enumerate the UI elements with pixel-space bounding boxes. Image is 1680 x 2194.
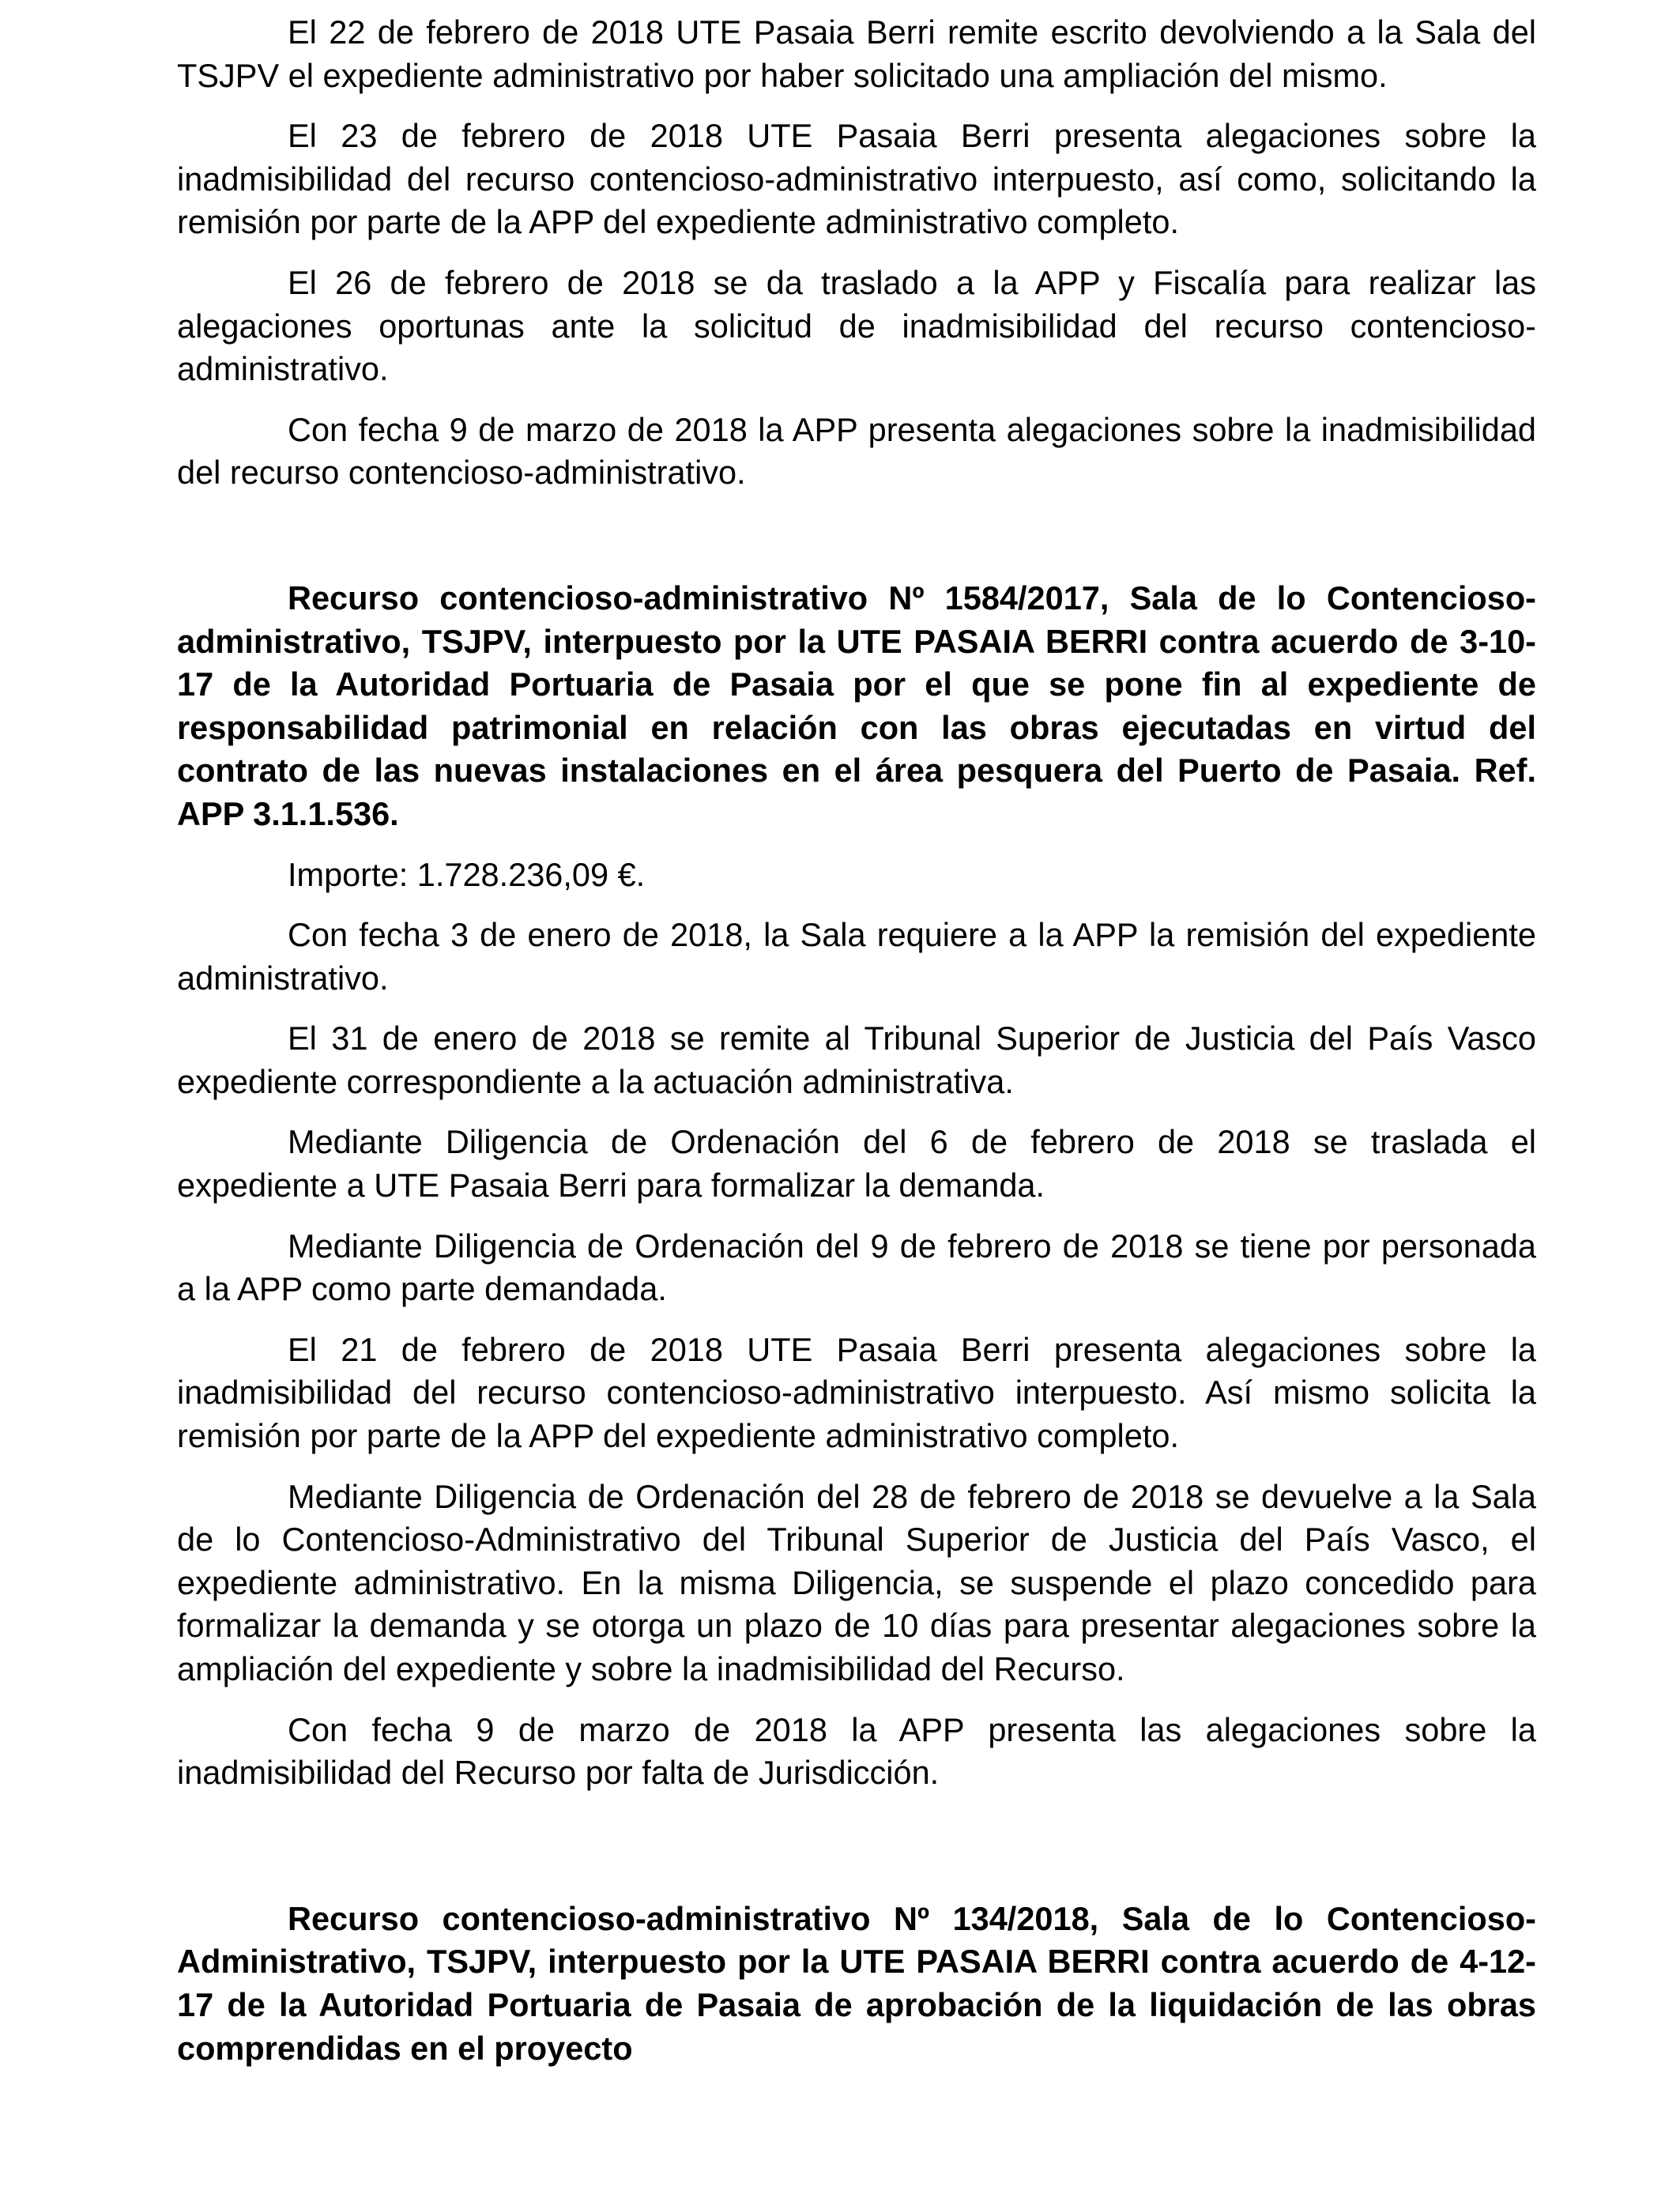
document-page	[177, 11, 1536, 2087]
paragraph-21-febrero: El 21 de febrero de 2018 UTE Pasaia Berri presenta alegaciones sobre la inadmisibilidad del recurso contencioso-administrativo interpuesto. Así mismo solicita la remisión por parte de la APP del expediente administrativo completo.	[177, 1330, 1536, 1455]
paragraph-22-febrero: El 22 de febrero de 2018 UTE Pasaia Berri remite escrito devolviendo a la Sala del TSJPV el expediente administrativo por haber solicitado una ampliación del mismo.	[177, 13, 1536, 94]
paragraph-23-febrero: El 23 de febrero de 2018 UTE Pasaia Berri presenta alegaciones sobre la inadmisibilidad del recurso contencioso-administrativo interpuesto, así como, solicitando la remisión por parte de la APP del expediente administrativo completo.	[177, 117, 1536, 241]
paragraph-9-febrero: Mediante Diligencia de Ordenación del 9 de febrero de 2018 se tiene por personada a la APP como parte demandada.	[177, 1227, 1536, 1308]
paragraph-28-febrero: Mediante Diligencia de Ordenación del 28 de febrero de 2018 se devuelve a la Sala de lo Contencioso-Administrativo del Tribunal Superior de Justicia del País Vasco, el expediente administrativo. En la misma Diligencia, se suspende el plazo concedido para formalizar la demanda y se otorga un plazo de 10 días para presentar alegaciones sobre la ampliación del expediente y sobre la inadmisibilidad del Recurso.	[177, 1477, 1536, 1687]
paragraph-6-febrero: Mediante Diligencia de Ordenación del 6 de febrero de 2018 se traslada el expediente a UTE Pasaia Berri para formalizar la demanda.	[177, 1123, 1536, 1204]
section-heading-recurso-1584: Recurso contencioso-administrativo Nº 1584/2017, Sala de lo Contencioso-administrativo, TSJPV, interpuesto por la UTE PASAIA BERRI contra acuerdo de 3-10-17 de la Autoridad Portuaria de Pasaia por el que se pone fin al expediente de responsabilidad patrimonial en relación con las obras ejecutadas en virtud del contrato de las nuevas instalaciones en el área pesquera del Puerto de Pasaia. Ref. APP 3.1.1.536.	[177, 579, 1536, 832]
amount-line: Importe: 1.728.236,09 €.	[288, 855, 646, 893]
paragraph-9-marzo-jurisdiccion: Con fecha 9 de marzo de 2018 la APP presenta las alegaciones sobre la inadmisibilidad del Recurso por falta de Jurisdicción.	[177, 1710, 1536, 1792]
paragraph-9-marzo: Con fecha 9 de marzo de 2018 la APP presenta alegaciones sobre la inadmisibilidad del recurso contencioso-administrativo.	[177, 410, 1536, 492]
section-heading-recurso-134: Recurso contencioso-administrativo Nº 134/2018, Sala de lo Contencioso-Administrativo, TSJPV, interpuesto por la UTE PASAIA BERRI contra acuerdo de 4-12-17 de la Autoridad Portuaria de Pasaia de aprobación de la liquidación de las obras comprendidas en el proyecto	[177, 1899, 1536, 2067]
paragraph-31-enero: El 31 de enero de 2018 se remite al Tribunal Superior de Justicia del País Vasco expediente correspondiente a la actuación administrativa.	[177, 1020, 1536, 1100]
section-spacer	[177, 512, 1536, 577]
paragraph-3-enero: Con fecha 3 de enero de 2018, la Sala requiere a la APP la remisión del expediente administrativo.	[177, 916, 1536, 997]
paragraph-26-febrero: El 26 de febrero de 2018 se da traslado a la APP y Fiscalía para realizar las alegaciones oportunas ante la solicitud de inadmisibilidad del recurso contencioso-administrativo.	[177, 263, 1536, 388]
section-spacer	[177, 1812, 1536, 1898]
